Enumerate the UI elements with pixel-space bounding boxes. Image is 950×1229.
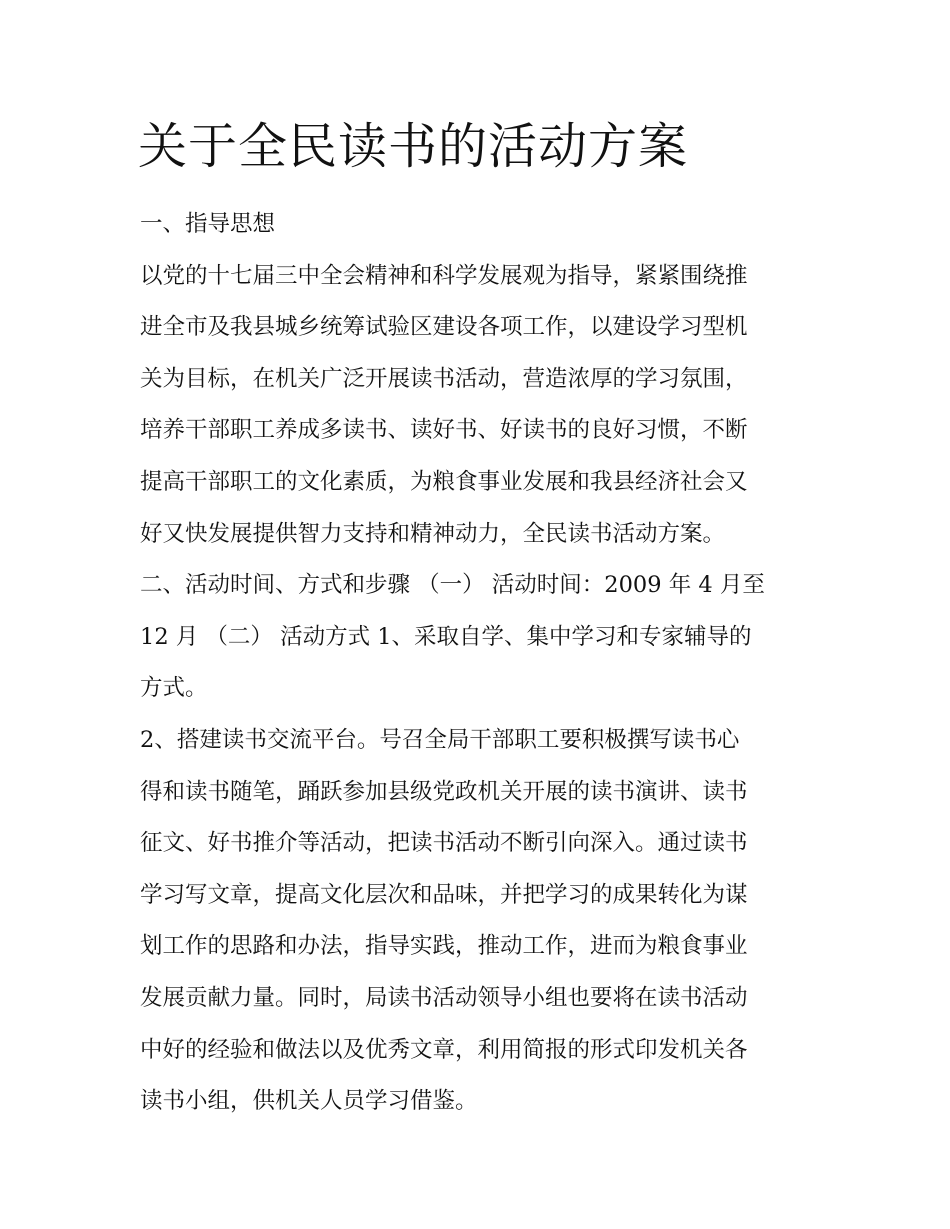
- document-title: 关于全民读书的活动方案: [138, 118, 689, 175]
- paragraph-line: 中好的经验和做法以及优秀文章，利用简报的形式印发机关各: [140, 1036, 748, 1063]
- paragraph-line: 进全市及我县城乡统筹试验区建设各项工作，以建设学习型机: [140, 314, 748, 341]
- section-heading: 一、指导思想: [140, 211, 276, 237]
- section-heading: 二、活动时间、方式和步骤 （一） 活动时间：2009 年 4 月至: [140, 572, 765, 599]
- paragraph-line: 好又快发展提供智力支持和精神动力，全民读书活动方案。: [140, 520, 726, 547]
- document-body: [140, 199, 816, 1128]
- paragraph-line: 以党的十七届三中全会精神和科学发展观为指导，紧紧围绕推: [140, 262, 748, 289]
- paragraph-line: 培养干部职工养成多读书、读好书、好读书的良好习惯，不断: [140, 417, 748, 444]
- paragraph-line: 12 月 （二） 活动方式 1、采取自学、集中学习和专家辅导的: [140, 623, 752, 650]
- paragraph-line: 方式。: [140, 675, 208, 702]
- paragraph-line: 提高干部职工的文化素质，为粮食事业发展和我县经济社会又: [140, 468, 748, 495]
- paragraph-line: 关为目标，在机关广泛开展读书活动，营造浓厚的学习氛围，: [140, 365, 748, 392]
- paragraph-line: 征文、好书推介等活动，把读书活动不断引向深入。通过读书: [140, 830, 748, 857]
- paragraph-line: 读书小组，供机关人员学习借鉴。: [140, 1088, 478, 1115]
- paragraph-line: 发展贡献力量。同时，局读书活动领导小组也要将在读书活动: [140, 984, 748, 1011]
- paragraph-line: 学习写文章，提高文化层次和品味，并把学习的成果转化为谋: [140, 881, 748, 908]
- paragraph-line: 得和读书随笔，踊跃参加县级党政机关开展的读书演讲、读书: [140, 778, 748, 805]
- paragraph-line: 2、搭建读书交流平台。号召全局干部职工要积极撰写读书心: [140, 726, 740, 753]
- paragraph-line: 划工作的思路和办法，指导实践，推动工作，进而为粮食事业: [140, 933, 748, 960]
